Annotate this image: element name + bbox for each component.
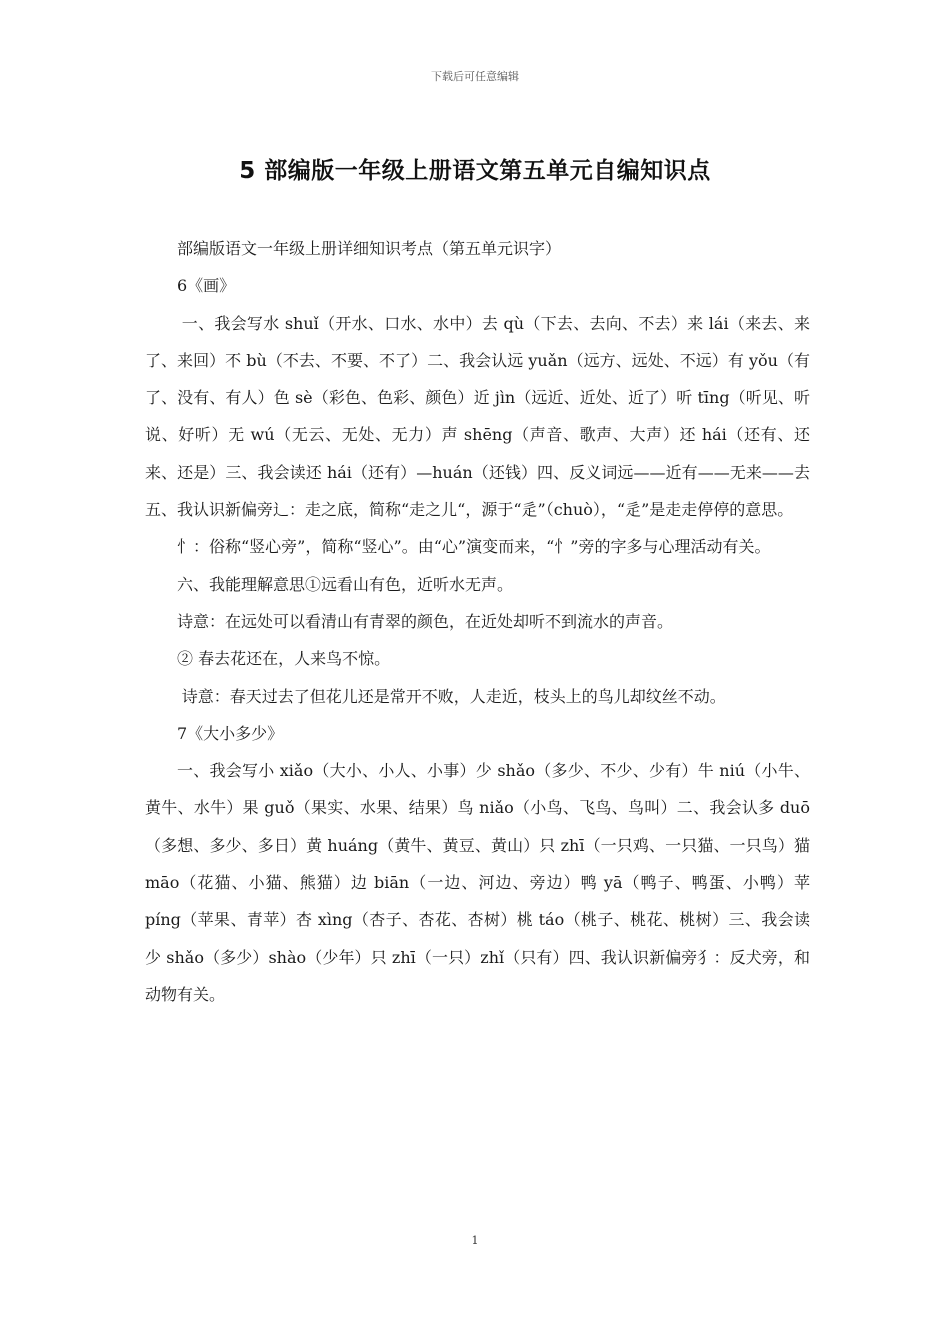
body-paragraph: 忄：俗称“竖心旁”，简称“竖心”。由“心”演变而来，“忄”旁的字多与心理活动有关。	[177, 537, 771, 557]
lesson-title: 7《大小多少》	[177, 723, 284, 743]
body-paragraph: 诗意：在远处可以看清山有青翠的颜色，在近处却听不到流水的声音。	[177, 611, 674, 631]
document-title: 5 部编版一年级上册语文第五单元自编知识点	[239, 158, 711, 184]
body-paragraph: 诗意：春天过去了但花儿还是常开不败，人走近，枝头上的鸟儿却纹丝不动。	[181, 686, 726, 706]
header-note: 下载后可任意编辑	[431, 70, 519, 83]
lesson-title: 6《画》	[177, 276, 236, 296]
body-paragraph: 六、我能理解意思①远看山有色，近听水无声。	[177, 574, 514, 594]
body-paragraph: ② 春去花还在，人来鸟不惊。	[177, 649, 391, 669]
section-heading: 部编版语文一年级上册详细知识考点（第五单元识字）	[177, 239, 562, 258]
page-number: 1	[471, 1234, 479, 1247]
body-paragraph: 一、我会写小 xiǎo（大小、小人、小事）少 shǎo（多少、不少、少有）牛 niú（小牛、黄牛、水牛）果 guǒ（果实、水果、结果）鸟 niǎo（小鸟、飞鸟、鸟叫）二、我会认多 duō（多想、多少、多日）黄 huáng（黄牛、黄豆、黄山）只 zhī（一只鸡、一只猫、一只鸟）猫 māo（花猫、小猫、熊猫）边 biān（一边、河边、旁边）鸭 yā（鸭子、鸭蛋、小鸭）苹 píng（苹果、青苹）杏 xìng（杏子、杏花、杏树）桃 táo（桃子、桃花、桃树）三、我会读少 shǎo（多少）shào（少年）只 zhī（一只）zhǐ（只有）四、我认识新偏旁犭：反犬旁，和动物有关。	[145, 761, 810, 1004]
body-paragraph: 一、我会写水 shuǐ（开水、口水、水中）去 qù（下去、去向、不去）来 lái（来去、来了、来回）不 bù（不去、不要、不了）二、我会认远 yuǎn（远方、远处、不远）有 yǒu（有了、没有、有人）色 sè（彩色、色彩、颜色）近 jìn（远近、近处、近了）听 tīng（听见、听说、好听）无 wú（无云、无处、无力）声 shēng（声音、歌声、大声）还 hái（还有、还来、还是）三、我会读还 hái（还有）—huán（还钱）四、反义词远——近有——无来——去五、我认识新偏旁辶：走之底，简称“走之儿“，源于“辵”（chuò），“辵”是走走停停的意思。	[145, 313, 810, 520]
document-body	[145, 230, 810, 1013]
